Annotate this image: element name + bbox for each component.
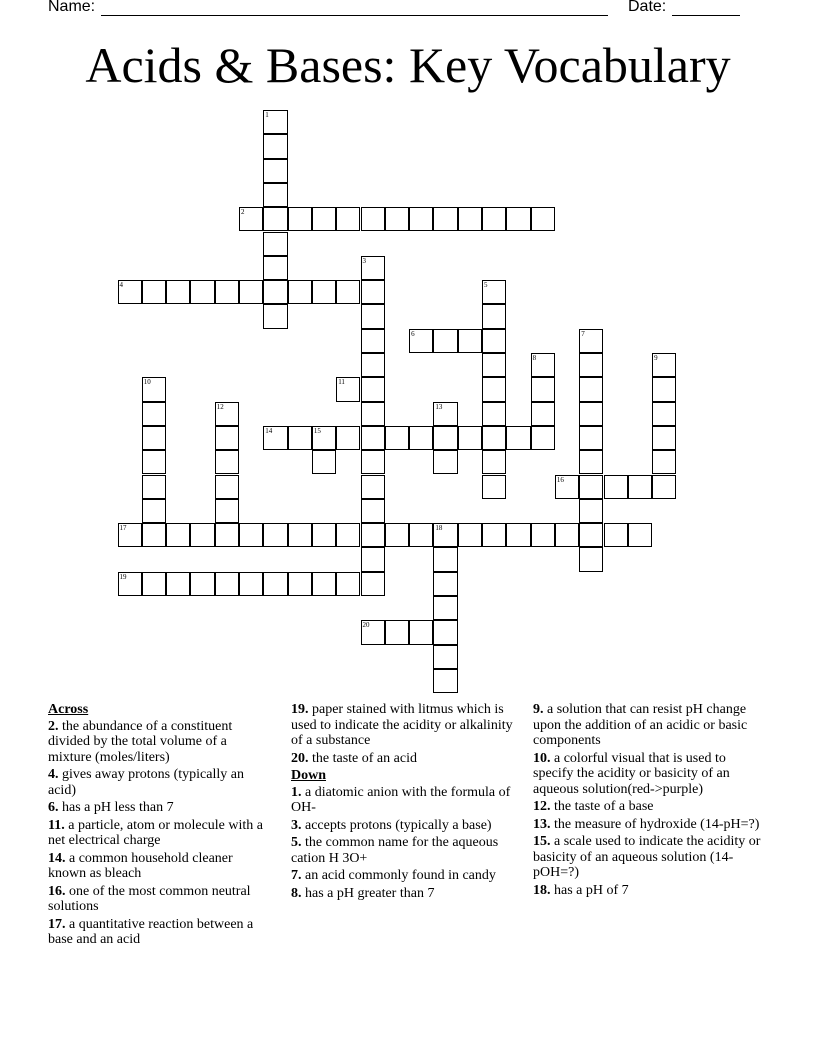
grid-cell[interactable] xyxy=(482,523,506,547)
clue-item xyxy=(291,835,516,866)
clue-number: 13 xyxy=(435,402,443,411)
grid-cell[interactable] xyxy=(239,280,263,304)
grid-cell[interactable] xyxy=(579,450,603,474)
grid-cell[interactable] xyxy=(385,523,409,547)
grid-cell[interactable] xyxy=(215,523,239,547)
grid-cell[interactable] xyxy=(142,450,166,474)
grid-cell[interactable] xyxy=(652,475,676,499)
clue-item xyxy=(533,799,763,815)
grid-cell[interactable] xyxy=(409,329,433,353)
grid-cell[interactable] xyxy=(652,353,676,377)
clue-item-text: the measure of hydroxide (14-pH=?) xyxy=(550,816,760,832)
clue-number: 18 xyxy=(435,524,443,533)
clue-item xyxy=(48,818,270,849)
grid-cell[interactable] xyxy=(361,329,385,353)
clue-item-text: a scale used to indicate the acidity or basicity of an aqueous solution (14-pOH=?) xyxy=(533,834,761,880)
grid-cell[interactable] xyxy=(215,402,239,426)
clues-column-1 xyxy=(48,702,270,950)
grid-cell[interactable] xyxy=(142,426,166,450)
grid-cell[interactable] xyxy=(215,426,239,450)
grid-cell[interactable] xyxy=(288,426,312,450)
clue-number: 6 xyxy=(411,329,415,338)
clue-item-text: a solution that can resist pH change upon the addition of an acidic or basic components xyxy=(533,702,748,748)
grid-cell[interactable] xyxy=(215,572,239,596)
grid-cell[interactable] xyxy=(288,280,312,304)
clue-number: 17 xyxy=(119,524,127,533)
grid-cell[interactable] xyxy=(263,232,287,256)
clue-item-text: has a pH of 7 xyxy=(550,882,629,898)
grid-cell[interactable] xyxy=(482,377,506,401)
grid-cell[interactable] xyxy=(190,523,214,547)
grid-cell[interactable] xyxy=(628,475,652,499)
grid-cell[interactable] xyxy=(652,450,676,474)
grid-cell[interactable] xyxy=(482,426,506,450)
clues-column-3 xyxy=(533,702,763,900)
grid-cell[interactable] xyxy=(433,402,457,426)
grid-cell[interactable] xyxy=(482,280,506,304)
across-clue-list xyxy=(48,719,270,948)
clue-item-text: one of the most common neutral solutions xyxy=(48,883,251,914)
grid-cell[interactable] xyxy=(531,377,555,401)
grid-cell[interactable] xyxy=(579,523,603,547)
grid-cell[interactable] xyxy=(263,426,287,450)
clue-item-number: 16. xyxy=(48,883,66,899)
clue-number: 5 xyxy=(484,281,488,290)
clue-item xyxy=(533,817,763,833)
clue-item xyxy=(533,702,763,749)
grid-cell[interactable] xyxy=(433,547,457,571)
clue-item-number: 1. xyxy=(291,784,302,800)
down-clue-list xyxy=(291,785,516,902)
grid-cell[interactable] xyxy=(215,499,239,523)
clue-item xyxy=(48,851,270,882)
clue-item-number: 18. xyxy=(533,882,551,898)
grid-cell[interactable] xyxy=(263,280,287,304)
grid-cell[interactable] xyxy=(506,426,530,450)
clue-item xyxy=(291,751,516,767)
grid-cell[interactable] xyxy=(579,329,603,353)
grid-cell[interactable] xyxy=(506,207,530,231)
grid-cell[interactable] xyxy=(263,110,287,134)
clue-item-text: has a pH less than 7 xyxy=(58,800,174,815)
clue-item xyxy=(291,886,516,902)
grid-cell[interactable] xyxy=(604,523,628,547)
grid-cell[interactable] xyxy=(263,183,287,207)
grid-cell[interactable] xyxy=(312,572,336,596)
grid-cell[interactable] xyxy=(482,207,506,231)
grid-cell[interactable] xyxy=(361,523,385,547)
down-heading: Down xyxy=(291,768,327,783)
grid-cell[interactable] xyxy=(142,280,166,304)
grid-cell[interactable] xyxy=(361,620,385,644)
grid-cell[interactable] xyxy=(215,280,239,304)
grid-cell[interactable] xyxy=(312,450,336,474)
grid-cell[interactable] xyxy=(482,329,506,353)
grid-cell[interactable] xyxy=(288,572,312,596)
grid-cell[interactable] xyxy=(652,402,676,426)
grid-cell[interactable] xyxy=(579,402,603,426)
grid-cell[interactable] xyxy=(458,523,482,547)
clues-column-2 xyxy=(291,702,516,903)
grid-cell[interactable] xyxy=(166,523,190,547)
grid-cell[interactable] xyxy=(433,426,457,450)
clue-item xyxy=(48,917,270,948)
grid-cell[interactable] xyxy=(555,475,579,499)
grid-cell[interactable] xyxy=(506,523,530,547)
grid-cell[interactable] xyxy=(433,450,457,474)
grid-cell[interactable] xyxy=(433,645,457,669)
clue-item xyxy=(533,883,763,899)
clue-item-text: paper stained with litmus which is used to indicate the acidity or alkalinity of a substance xyxy=(291,702,513,748)
clue-item xyxy=(291,868,516,884)
grid-cell[interactable] xyxy=(361,426,385,450)
grid-cell[interactable] xyxy=(263,134,287,158)
grid-cell[interactable] xyxy=(142,572,166,596)
grid-cell[interactable] xyxy=(531,523,555,547)
grid-cell[interactable] xyxy=(263,572,287,596)
grid-cell[interactable] xyxy=(579,499,603,523)
grid-cell[interactable] xyxy=(361,353,385,377)
clue-number: 15 xyxy=(313,426,321,435)
grid-cell[interactable] xyxy=(361,547,385,571)
grid-cell[interactable] xyxy=(215,475,239,499)
clue-item-number: 8. xyxy=(291,885,302,901)
grid-cell[interactable] xyxy=(142,377,166,401)
grid-cell[interactable] xyxy=(531,402,555,426)
clue-number: 10 xyxy=(143,378,151,387)
clue-item-text: an acid commonly found in candy xyxy=(301,868,496,883)
clue-item-number: 10. xyxy=(533,750,551,766)
grid-cell[interactable] xyxy=(385,620,409,644)
grid-cell[interactable] xyxy=(142,475,166,499)
grid-cell[interactable] xyxy=(312,426,336,450)
clue-number: 2 xyxy=(241,208,245,217)
clue-number: 20 xyxy=(362,621,370,630)
grid-cell[interactable] xyxy=(579,353,603,377)
clue-number: 12 xyxy=(216,402,224,411)
clue-item-text: gives away protons (typically an acid) xyxy=(48,767,244,798)
grid-cell[interactable] xyxy=(409,620,433,644)
clue-item-number: 11. xyxy=(48,817,65,833)
grid-cell[interactable] xyxy=(531,426,555,450)
clue-item xyxy=(533,834,763,881)
clue-item-text: the taste of an acid xyxy=(308,750,417,766)
clue-number: 16 xyxy=(556,475,564,484)
clue-item-text: the common name for the aqueous cation H 3O+ xyxy=(291,835,499,866)
clue-item-number: 5. xyxy=(291,835,302,850)
grid-cell[interactable] xyxy=(263,523,287,547)
across-heading: Across xyxy=(48,702,89,717)
grid-cell[interactable] xyxy=(652,426,676,450)
clue-item-number: 7. xyxy=(291,868,302,883)
grid-cell[interactable] xyxy=(433,669,457,693)
grid-cell[interactable] xyxy=(336,280,360,304)
date-label: Date: xyxy=(628,0,667,15)
clue-item-text: accepts protons (typically a base) xyxy=(301,817,492,833)
across-clue-list-continued xyxy=(291,702,516,766)
grid-cell[interactable] xyxy=(579,475,603,499)
grid-cell[interactable] xyxy=(288,207,312,231)
clue-item-text: has a pH greater than 7 xyxy=(301,885,435,901)
grid-cell[interactable] xyxy=(288,523,312,547)
clue-item-text: a common household cleaner known as bleach xyxy=(48,850,233,881)
grid-cell[interactable] xyxy=(433,207,457,231)
grid-cell[interactable] xyxy=(361,450,385,474)
clue-item-number: 2. xyxy=(48,718,59,734)
grid-cell[interactable] xyxy=(215,450,239,474)
clue-item-number: 6. xyxy=(48,800,59,815)
clue-number: 4 xyxy=(119,281,123,290)
grid-cell[interactable] xyxy=(263,256,287,280)
clue-item xyxy=(291,702,516,749)
grid-cell[interactable] xyxy=(166,572,190,596)
clue-item xyxy=(291,785,516,816)
clue-item xyxy=(48,884,270,915)
clue-number: 9 xyxy=(654,354,658,362)
grid-cell[interactable] xyxy=(118,572,142,596)
grid-cell[interactable] xyxy=(336,572,360,596)
grid-cell[interactable] xyxy=(361,207,385,231)
grid-cell[interactable] xyxy=(263,159,287,183)
grid-cell[interactable] xyxy=(190,280,214,304)
grid-cell[interactable] xyxy=(190,572,214,596)
grid-cell[interactable] xyxy=(142,499,166,523)
grid-cell[interactable] xyxy=(361,377,385,401)
clue-item xyxy=(48,767,270,798)
grid-cell[interactable] xyxy=(409,426,433,450)
clue-item xyxy=(533,751,763,798)
clue-number: 1 xyxy=(265,111,269,119)
clue-item-number: 9. xyxy=(533,702,544,717)
clue-item-number: 12. xyxy=(533,799,551,814)
grid-cell[interactable] xyxy=(482,475,506,499)
grid-cell[interactable] xyxy=(361,256,385,280)
grid-cell[interactable] xyxy=(604,475,628,499)
grid-cell[interactable] xyxy=(385,207,409,231)
grid-cell[interactable] xyxy=(263,304,287,328)
grid-cell[interactable] xyxy=(433,620,457,644)
grid-cell[interactable] xyxy=(361,499,385,523)
clue-item-text: a quantitative reaction between a base and an acid xyxy=(48,916,254,947)
clue-item xyxy=(291,818,516,834)
grid-cell[interactable] xyxy=(555,523,579,547)
clue-item-number: 20. xyxy=(291,750,309,766)
grid-cell[interactable] xyxy=(531,353,555,377)
grid-cell[interactable] xyxy=(312,280,336,304)
grid-cell[interactable] xyxy=(433,329,457,353)
clue-item-number: 14. xyxy=(48,850,66,866)
clue-item-number: 3. xyxy=(291,817,302,833)
clue-item-text: a diatomic anion with the formula of OH- xyxy=(291,784,511,815)
grid-cell[interactable] xyxy=(263,207,287,231)
grid-cell[interactable] xyxy=(458,207,482,231)
grid-cell[interactable] xyxy=(579,547,603,571)
clue-item-text: the taste of a base xyxy=(550,799,654,814)
grid-cell[interactable] xyxy=(361,572,385,596)
grid-cell[interactable] xyxy=(531,207,555,231)
grid-cell[interactable] xyxy=(336,523,360,547)
clue-item-number: 19. xyxy=(291,702,309,717)
grid-cell[interactable] xyxy=(433,572,457,596)
clue-number: 19 xyxy=(119,572,127,581)
grid-cell[interactable] xyxy=(361,475,385,499)
grid-cell[interactable] xyxy=(239,572,263,596)
grid-cell[interactable] xyxy=(142,523,166,547)
grid-cell[interactable] xyxy=(482,353,506,377)
grid-cell[interactable] xyxy=(142,402,166,426)
grid-cell[interactable] xyxy=(482,304,506,328)
grid-cell[interactable] xyxy=(166,280,190,304)
grid-cell[interactable] xyxy=(361,280,385,304)
clue-number: 7 xyxy=(581,329,585,338)
clue-item-number: 15. xyxy=(533,834,551,849)
grid-cell[interactable] xyxy=(433,523,457,547)
grid-cell[interactable] xyxy=(336,426,360,450)
grid-cell[interactable] xyxy=(336,207,360,231)
grid-cell[interactable] xyxy=(312,523,336,547)
name-label: Name: xyxy=(48,0,96,15)
grid-cell[interactable] xyxy=(118,280,142,304)
clue-item-text: a colorful visual that is used to specify the acidity or basicity of an aqueous solution(red->purple) xyxy=(533,750,730,797)
grid-cell[interactable] xyxy=(239,523,263,547)
clue-item xyxy=(48,800,270,816)
grid-cell[interactable] xyxy=(628,523,652,547)
grid-cell[interactable] xyxy=(312,207,336,231)
clue-number: 3 xyxy=(362,256,366,265)
grid-cell[interactable] xyxy=(433,596,457,620)
clue-item-number: 13. xyxy=(533,816,551,832)
clue-item-number: 17. xyxy=(48,916,66,932)
clue-item-text: a particle, atom or molecule with a net electrical charge xyxy=(48,817,263,848)
grid-cell[interactable] xyxy=(409,207,433,231)
clue-number: 11 xyxy=(338,378,345,387)
grid-cell[interactable] xyxy=(482,450,506,474)
grid-cell[interactable] xyxy=(361,304,385,328)
clue-number: 8 xyxy=(532,354,537,362)
grid-cell[interactable] xyxy=(458,426,482,450)
grid-cell[interactable] xyxy=(409,523,433,547)
grid-cell[interactable] xyxy=(458,329,482,353)
grid-cell[interactable] xyxy=(652,377,676,401)
grid-cell[interactable] xyxy=(579,426,603,450)
down-clue-list-continued xyxy=(533,702,763,898)
page-title: Acids & Bases: Key Vocabulary xyxy=(85,37,731,93)
grid-cell[interactable] xyxy=(579,377,603,401)
grid-cell[interactable] xyxy=(482,402,506,426)
clue-item-text: the abundance of a constituent divided by the total volume of a mixture (moles/liters) xyxy=(48,718,233,765)
grid-cell[interactable] xyxy=(361,402,385,426)
grid-cell[interactable] xyxy=(118,523,142,547)
clue-number: 14 xyxy=(265,426,273,435)
grid-cell[interactable] xyxy=(336,377,360,401)
grid-cell[interactable] xyxy=(385,426,409,450)
clue-item xyxy=(48,719,270,766)
clue-item-number: 4. xyxy=(48,767,59,782)
grid-cell[interactable] xyxy=(239,207,263,231)
